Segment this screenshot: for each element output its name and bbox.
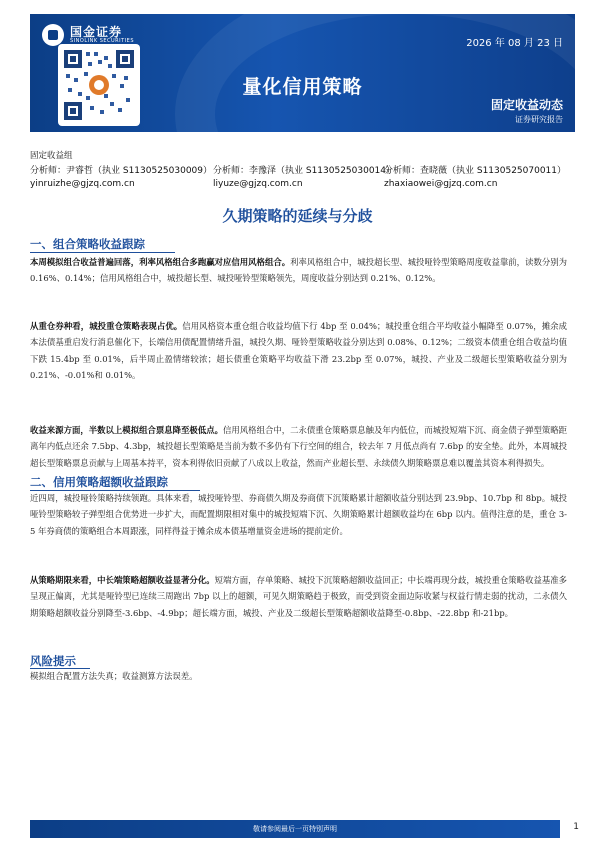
logo-mark-icon	[42, 24, 64, 46]
logo-cn-text: 国金证券	[70, 25, 123, 40]
analyst-block	[30, 149, 575, 191]
footer-disclaimer[interactable]: 敬请参阅最后一页特别声明	[253, 825, 337, 833]
section-1-para-3	[30, 422, 567, 471]
section-2-para-2	[30, 572, 567, 621]
analyst-email[interactable]: zhaxiaowei@gjzq.com.cn	[384, 179, 498, 189]
para-lead: 本周模拟组合收益普遍回落，利率风格组合多跑赢对应信用风格组合。	[30, 257, 291, 267]
section-2-para-1	[30, 490, 567, 539]
analyst-name: 分析师：尹睿哲（执业 S1130525030009）	[30, 166, 213, 176]
report-category: 固定收益动态	[490, 98, 563, 112]
section-2-heading: 二、信用策略超额收益跟踪	[30, 475, 168, 489]
risk-para	[30, 668, 567, 684]
analyst-1	[30, 163, 212, 189]
analyst-name: 分析师：查晓薇（执业 S1130525070011）	[384, 166, 567, 176]
analyst-email[interactable]: yinruizhe@gjzq.com.cn	[30, 179, 135, 189]
report-title: 量化信用策略	[242, 76, 363, 98]
para-body: 近四周，城投哑铃策略持续领跑。具体来看，城投哑铃型、券商债久期及券商债下沉策略累计超额收益分别达到 23.9bp、10.7bp 和 8bp。城投哑铃型策略较子弹型组合优势进一步扩大，而配置期限相对集中的城投短端下沉、久期策略累计超额收益均在 6bp 以内。值得注意的是，重仓 3-5 年券商债的策略组合本周跟涨，同样得益于摊余成本债基增量资金进场的提前定价。	[30, 493, 567, 536]
section-1-underline	[30, 252, 175, 253]
para-lead: 从重仓券种看，城投重仓策略表现占优。	[30, 321, 183, 331]
report-header	[30, 14, 575, 132]
para-body: 模拟组合配置方法失真；收益测算方法误差。	[30, 671, 198, 681]
section-1-para-2	[30, 318, 567, 384]
document-title: 久期策略的延续与分歧	[222, 207, 373, 225]
para-body: 利率风格组合中，城投超长型、城投哑铃型策略周度收益靠前，读数分别为 0.16%、0.14%；信用风格组合中，城投超长型、城投哑铃型策略领先，周度收益分别达到 0.21%、0.12%。	[30, 257, 568, 284]
analyst-2	[213, 163, 395, 189]
analyst-email[interactable]: liyuze@gjzq.com.cn	[213, 179, 303, 189]
risk-heading: 风险提示	[30, 654, 76, 668]
company-logo	[42, 24, 134, 46]
para-body: 信用风格资本重仓组合收益均值下行 4bp 至 0.04%；城投重仓组合平均收益小幅降至 0.07%，摊余成本法债基重启发行消息催化下，长端信用债配置情绪升温，城投久期、哑铃型策略收益分别达到 0.08%、0.12%；二级资本债重仓组合收益均值下跌 15.4bp 至 0.01%，后半周止盈情绪较浓；超长债重仓策略平均收益下滑 23.2bp 至 0.07%，城投、产业及二级超长型策略收益分别为 0.21%、-0.01%和 0.01%。	[30, 321, 567, 381]
footer-disclaimer-bar[interactable]	[30, 820, 560, 838]
logo-en-text: SINOLINK SECURITIES	[70, 37, 134, 44]
analyst-name: 分析师：李豫泽（执业 S1130525030014）	[213, 166, 396, 176]
section-1-heading: 一、组合策略收益跟踪	[30, 237, 145, 251]
para-lead: 收益来源方面，半数以上模拟组合票息降至极低点。	[30, 425, 223, 435]
para-lead: 从策略期限来看，中长端策略超额收益显著分化。	[30, 575, 215, 585]
report-type: 证券研究报告	[515, 115, 563, 124]
page-number: 1	[573, 822, 579, 832]
section-1-para-1	[30, 254, 567, 287]
para-body: 短端方面，存单策略、城投下沉策略超额收益回正；中长端再现分歧，城投重仓策略收益基准多呈现正偏离，尤其是哑铃型已连续三周跑出 7bp 以上的超额，可见久期策略趋于极致，而受到资金面边际收紧与权益行情走弱的扰动，二永债久期策略超额收益分别降至-3.6bp、-4.9bp；超长端方面，城投、产业及二级超长型策略超额收益降至-0.8bp、-22.8bp 和-21bp。	[30, 575, 568, 618]
analyst-3	[384, 163, 566, 189]
report-date: 2026 年 08 月 23 日	[466, 38, 563, 49]
team-name: 固定收益组	[30, 151, 73, 161]
para-body: 信用风格组合中，二永债重仓策略票息触及年内低位，而城投短端下沉、商金债子弹型策略距离年内低点还余 7.5bp、4.3bp，城投超长型策略是当前为数不多仍有下行空间的组合，较去年 7 月低点尚有 7.6bp 的安全垫。此外，本周城投超长型策略票息贡献与上周基本持平，资本利得依旧贡献了八成以上收益，然而产业超长型、永续债久期策略票息难以覆盖其资本利得损失。	[30, 425, 568, 468]
